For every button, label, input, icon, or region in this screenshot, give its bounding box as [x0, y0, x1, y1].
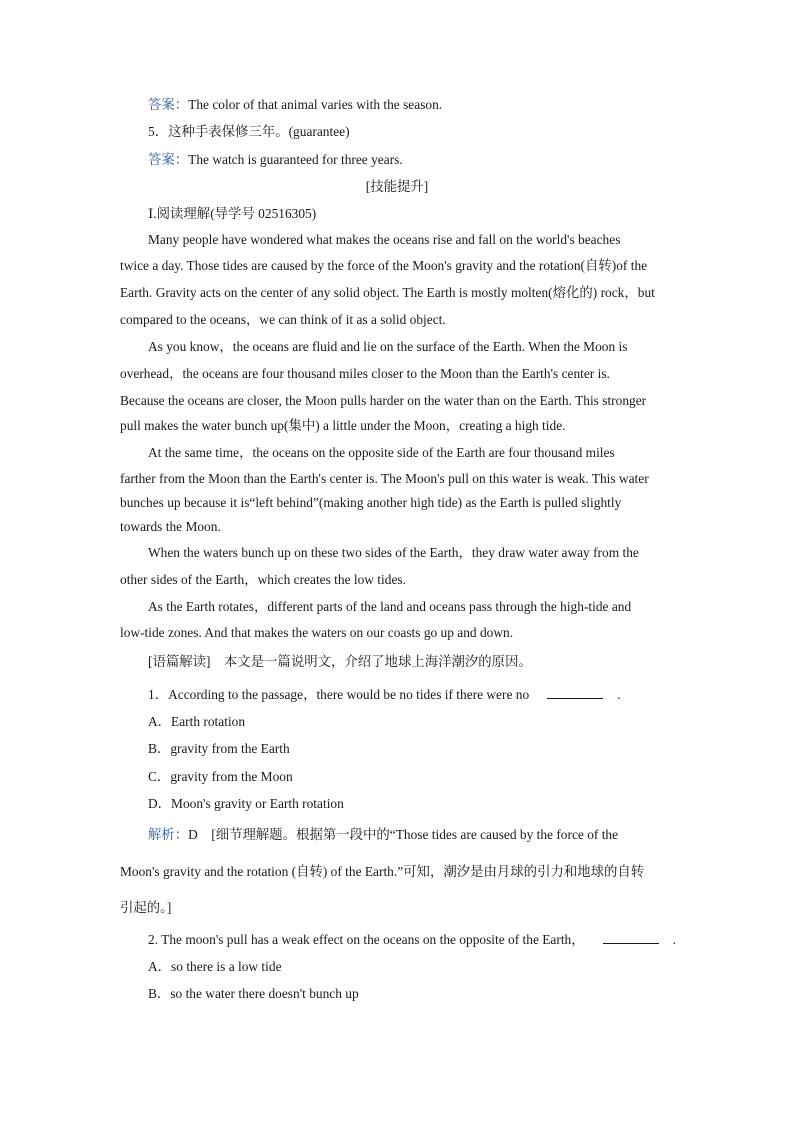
option-a: A．Earth rotation — [148, 714, 246, 729]
passage-line: As you know，the oceans are fluid and lie on the surface of the Earth. When the Moon is — [148, 339, 628, 354]
passage-line: pull makes the water bunch up(集中) a little under the Moon，creating a high tide. — [120, 418, 566, 433]
reading-title: Ⅰ.阅读理解(导学号 02516305) — [148, 206, 317, 221]
analysis-line: 引起的。] — [120, 900, 172, 915]
answer-4: 答案：The color of that animal varies with the season. — [148, 97, 443, 112]
passage-line: towards the Moon. — [120, 519, 221, 534]
answer-blank — [547, 687, 603, 699]
passage-line: low-tide zones. And that makes the waters on our coasts go up and down. — [120, 625, 514, 640]
passage-line: farther from the Moon than the Earth's center is. The Moon's pull on this water is weak. This water — [120, 471, 649, 486]
option-a: A．so there is a low tide — [148, 959, 282, 974]
passage-line: Earth. Gravity acts on the center of any solid object. The Earth is mostly molten(熔化的) rock，but — [120, 285, 655, 300]
passage-line: twice a day. Those tides are caused by the force of the Moon's gravity and the rotation(自转)of the — [120, 258, 648, 273]
option-c: C．gravity from the Moon — [148, 769, 293, 784]
passage-line: compared to the oceans，we can think of it as a solid object. — [120, 312, 446, 327]
question-1: 1．According to the passage，there would be no tides if there were no . — [148, 687, 621, 702]
question-2: 2. The moon's pull has a weak effect on the oceans on the opposite of the Earth， . — [148, 932, 676, 947]
passage-line: bunches up because it is“left behind”(making another high tide) as the Earth is pulled slightly — [120, 495, 622, 510]
answer-label: 答案： — [148, 152, 189, 167]
passage-line: At the same time，the oceans on the opposite side of the Earth are four thousand miles — [148, 445, 615, 460]
passage-summary: [语篇解读] 本文是一篇说明文，介绍了地球上海洋潮汐的原因。 — [148, 654, 532, 669]
analysis-line: 解析：D [细节理解题。根据第一段中的“Those tides are caused by the force of the — [148, 827, 619, 842]
passage-line: Many people have wondered what makes the oceans rise and fall on the world's beaches — [148, 232, 621, 247]
option-b: B．so the water there doesn't bunch up — [148, 986, 359, 1001]
passage-line: Because the oceans are closer, the Moon pulls harder on the water than on the Earth. This stronger — [120, 393, 647, 408]
passage-line: As the Earth rotates，different parts of the land and oceans pass through the high-tide and — [148, 599, 632, 614]
passage-line: other sides of the Earth，which creates the low tides. — [120, 572, 406, 587]
option-b: B．gravity from the Earth — [148, 741, 290, 756]
question-5: 5．这种手表保修三年。(guarantee) — [148, 124, 350, 139]
analysis-label: 解析： — [148, 827, 189, 842]
answer-5: 答案：The watch is guaranteed for three years. — [148, 152, 403, 167]
section-title: [技能提升] — [365, 179, 429, 194]
answer-label: 答案： — [148, 97, 189, 112]
analysis-line: Moon's gravity and the rotation (自转) of the Earth.”可知，潮汐是由月球的引力和地球的自转 — [120, 864, 645, 879]
answer-blank — [603, 932, 659, 944]
option-d: D．Moon's gravity or Earth rotation — [148, 796, 344, 811]
passage-line: When the waters bunch up on these two sides of the Earth，they draw water away from the — [148, 545, 639, 560]
passage-line: overhead，the oceans are four thousand miles closer to the Moon than the Earth's center is. — [120, 366, 610, 381]
